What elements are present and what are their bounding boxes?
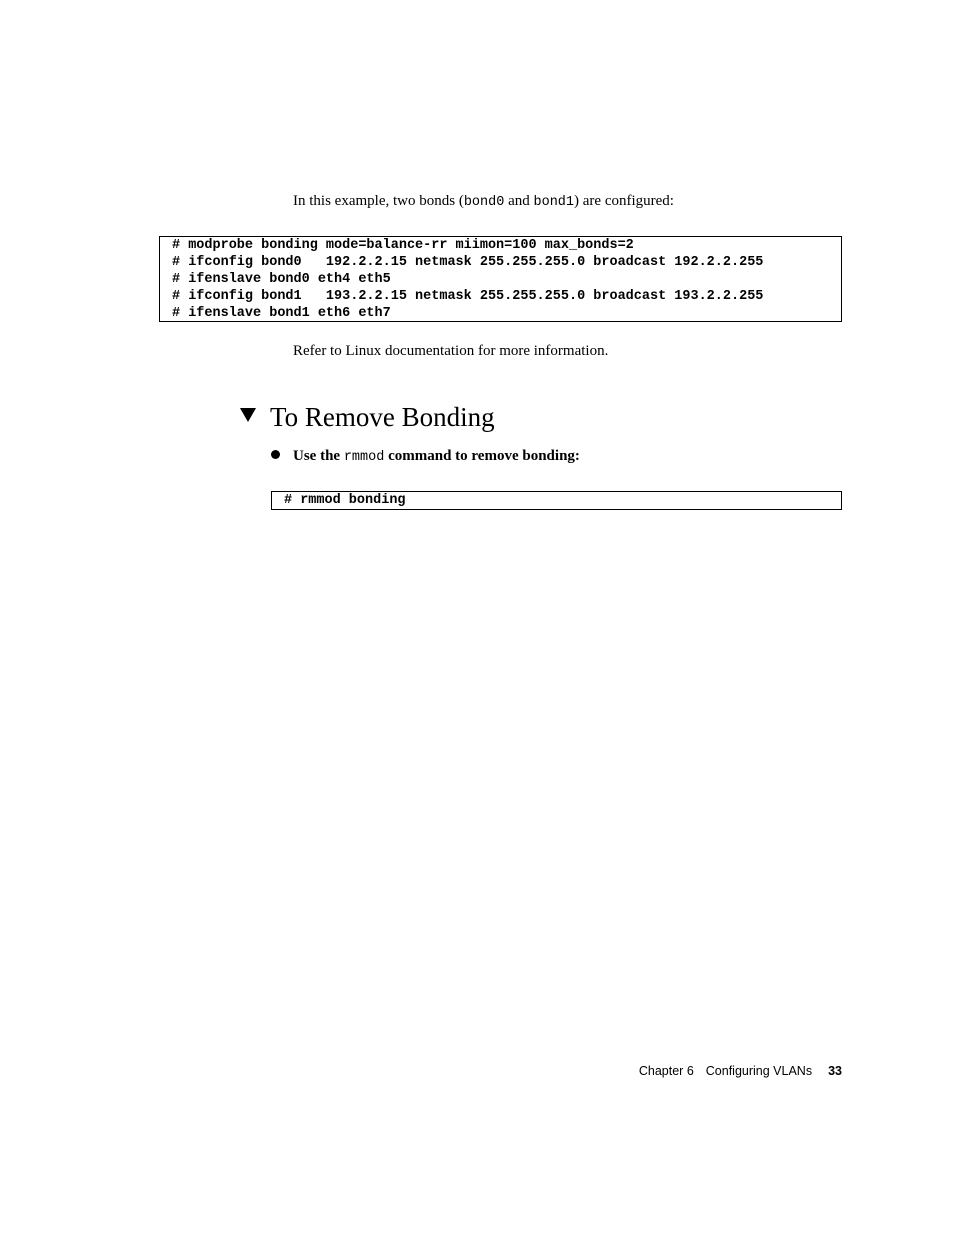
step-text-before: Use the — [293, 448, 344, 464]
bullet-icon — [271, 450, 280, 459]
page-footer — [639, 1063, 842, 1079]
page-number: 33 — [828, 1064, 842, 1078]
intro-paragraph — [293, 192, 674, 212]
section-title: To Remove Bonding — [270, 402, 495, 432]
step-code-rmmod: rmmod — [343, 450, 385, 465]
code-line: # ifenslave bond0 eth4 eth5 — [172, 272, 391, 287]
code-line: # modprobe bonding mode=balance-rr miimon=100 max_bonds=2 — [172, 238, 634, 253]
step-item — [271, 447, 580, 467]
code-line: # ifconfig bond1 193.2.2.15 netmask 255.255.255.0 broadcast 193.2.2.255 — [172, 289, 764, 304]
footer-chapter: Chapter 6 — [638, 1064, 694, 1078]
intro-text-before: In this example, two bonds ( — [293, 193, 464, 209]
code-line: # ifenslave bond1 eth6 eth7 — [172, 306, 391, 321]
footer-chapter-title: Configuring VLANs — [705, 1064, 813, 1078]
code-block-bonding-config — [159, 236, 842, 322]
code-line: # ifconfig bond0 192.2.2.15 netmask 255.255.255.0 broadcast 192.2.2.255 — [172, 255, 764, 270]
triangle-down-icon — [240, 408, 256, 422]
step-text-after: command to remove bonding: — [384, 448, 580, 464]
section-heading — [240, 400, 495, 434]
intro-code-bond1: bond1 — [533, 195, 575, 210]
code-block-remove-bonding — [271, 491, 842, 510]
code-line: # rmmod bonding — [284, 493, 406, 508]
refer-paragraph: Refer to Linux documentation for more information. — [293, 343, 609, 359]
intro-code-bond0: bond0 — [463, 195, 505, 210]
intro-text-middle: and — [504, 193, 534, 209]
intro-text-after: ) are configured: — [574, 193, 674, 209]
